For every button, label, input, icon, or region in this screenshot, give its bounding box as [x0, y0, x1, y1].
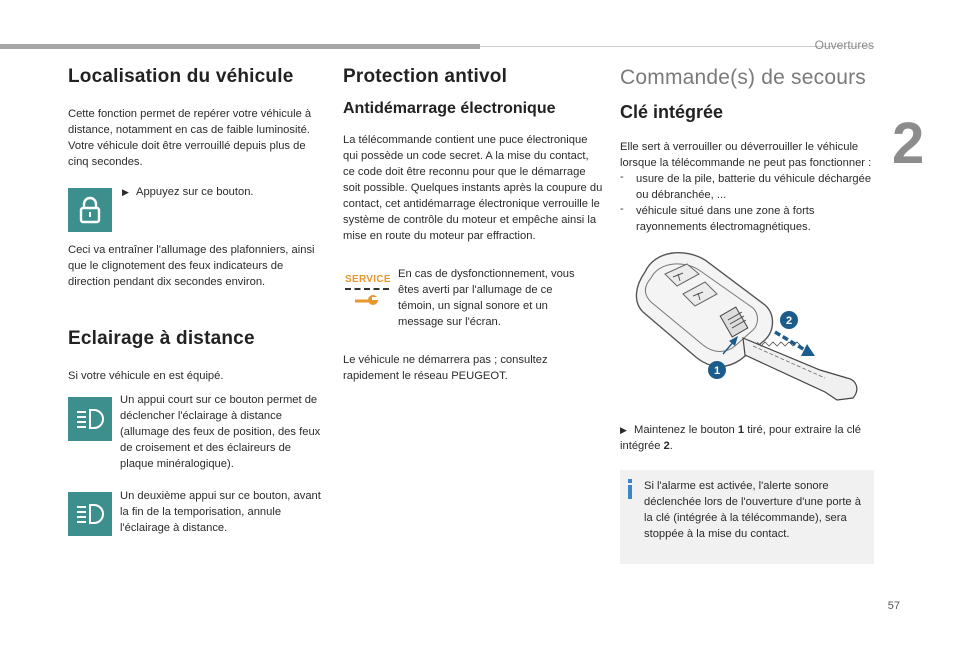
paragraph-plafonniers: Ceci va entraîner l'allumage des plafonniers, ainsi que le clignotement des feux indicateurs de direction pendant dix secondes environ. — [68, 244, 315, 288]
paragraph-appui-court: Un appui court sur ce bouton permet de déclencher l'éclairage à distance (allumage des feux de position, des feux de croisement et des éclaireurs de plaque minéralogique). — [120, 394, 321, 470]
arrow-bullet-icon: ▶ — [620, 425, 627, 435]
subheading-cle-integree: Clé intégrée — [620, 102, 724, 122]
info-note — [620, 470, 874, 564]
paragraph-puce: La télécommande contient une puce électronique qui possède un code secret. A la mise du contact, ce code doit être reconnu pour que le démarrage soit possible. Quelques instants après la coupure du contact, cet antidémarrage électronique verrouille le système de contrôle du moteur et empêche ainsi la mise en route du moteur par effraction. — [343, 134, 603, 242]
callout-1: 1 — [713, 365, 721, 377]
chapter-number: 2 — [892, 111, 925, 176]
step-lock — [68, 184, 323, 240]
step-eclairage-2 — [68, 488, 323, 538]
paragraph-deuxieme-appui: Un deuxième appui sur ce bouton, avant la fin de la temporisation, annule l'éclairage à distance. — [120, 490, 321, 534]
info-icon — [628, 479, 632, 499]
page-number: 57 — [887, 600, 900, 612]
heading-commandes-secours: Commande(s) de secours — [620, 66, 866, 89]
service-label: SERVICE — [345, 274, 391, 285]
paragraph-elle-sert: Elle sert à verrouiller ou déverrouiller le véhicule lorsque la télécommande ne peut pas fonctionner : — [620, 141, 872, 169]
callout-2: 2 — [785, 315, 793, 327]
paragraph-equipe: Si votre véhicule en est équipé. — [68, 370, 224, 382]
step-eclairage-1 — [68, 392, 323, 476]
heading-protection: Protection antivol — [343, 66, 508, 87]
dashed-line — [345, 288, 389, 290]
column-middle — [343, 62, 603, 384]
subheading-antidemarrage: Antidémarrage électronique — [343, 100, 556, 117]
section-label: Ouvertures — [814, 38, 874, 52]
list-item-text: usure de la pile, batterie du véhicule déchargée ou débranchée, ... — [636, 173, 872, 201]
headlight-button-icon — [68, 492, 112, 536]
column-left — [68, 62, 323, 538]
header-bar — [0, 44, 480, 49]
heading-localisation: Localisation du véhicule — [68, 66, 294, 87]
heading-eclairage: Eclairage à distance — [68, 328, 255, 349]
lock-button-icon — [68, 188, 112, 232]
paragraph-peugeot: Le véhicule ne démarrera pas ; consultez rapidement le réseau PEUGEOT. — [343, 354, 548, 382]
column-right — [620, 62, 874, 540]
list-item: - véhicule situé dans une zone à forts rayonnements électromagnétiques. — [620, 203, 874, 235]
paragraph-dysfonctionnement: En cas de dysfonctionnement, vous êtes averti par l'allumage de ce témoin, un signal sonore et un message sur l'écran. — [398, 268, 575, 328]
paragraph-localisation: Cette fonction permet de repérer votre véhicule à distance, notamment en cas de faible luminosité. Votre véhicule doit être verrouillé depuis plus de cinq secondes. — [68, 108, 312, 168]
step-extract-key: ▶ Maintenez le bouton 1 tiré, pour extraire la clé intégrée 2. — [620, 424, 862, 452]
list-item-text: véhicule situé dans une zone à forts rayonnements électromagnétiques. — [636, 205, 815, 233]
headlight-button-icon — [68, 397, 112, 441]
wrench-icon — [353, 292, 383, 306]
list-item: - usure de la pile, batterie du véhicule déchargée ou débranchée, ... — [620, 171, 874, 203]
key-illustration — [625, 250, 875, 410]
service-warning-icon — [345, 274, 391, 311]
arrow-bullet-icon: ▶ — [122, 187, 129, 197]
step-text: Appuyez sur ce bouton. — [136, 186, 254, 198]
info-note-text: Si l'alarme est activée, l'alerte sonore déclenchée lors de l'ouverture d'une porte à la clé (intégrée à la télécommande), sera stoppée à la mise du contact. — [644, 480, 861, 540]
service-warning — [343, 266, 603, 340]
